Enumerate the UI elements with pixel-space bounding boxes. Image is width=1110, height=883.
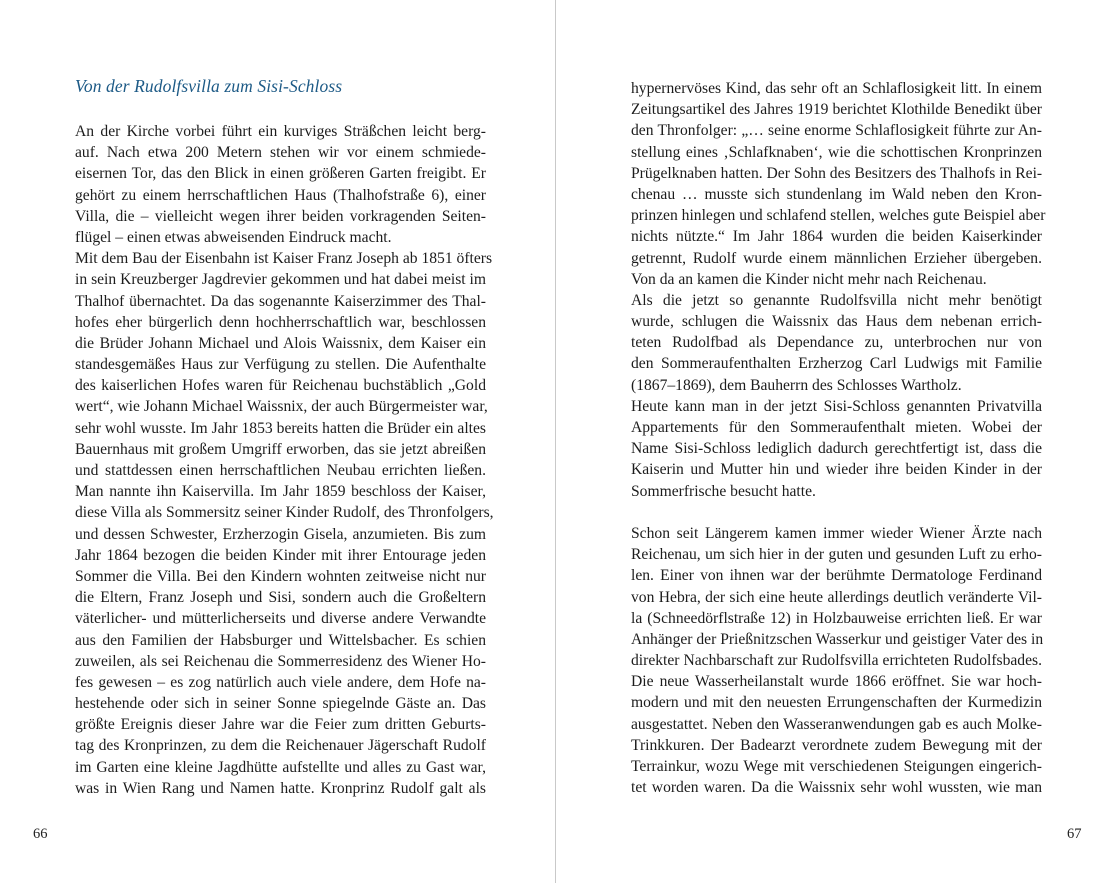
text-line: Zeitungsartikel des Jahres 1919 berichtet Klothilde Benedikt über [631,101,1042,119]
text-line: stellung eines ‚Schlafknaben‘, wie die schottischen Kronprinzen [631,143,1042,161]
text-line: wert“, wie Johann Michael Waissnix, der auch Bürgermeister war, [75,398,488,416]
text-line: Sommerfrische besucht hatte. [631,482,816,500]
text-line: größte Ereignis dieser Jahre war die Feier zum dritten Geburts- [75,716,486,734]
text-line: tag des Kronprinzen, zu dem die Reichenauer Jägerschaft Rudolf [75,737,486,755]
text-line: ausgestattet. Neben den Wasseranwendungen gab es auch Molke- [631,715,1042,733]
text-line: teten Rudolfbad als Dependance zu, unterbrochen nur von [631,334,1042,352]
text-line: Jahr 1864 bezogen die beiden Kinder mit ihrer Entourage jeden [75,546,486,564]
page-number-left: 66 [33,826,48,842]
text-line: Terrainkur, wozu Wege mit verschiedenen Steigungen eingerich- [631,758,1042,775]
text-line: Sommer die Villa. Bei den Kindern wohnten zeitweise nicht nur [75,567,486,585]
text-line: chenau … musste sich stundenlang im Wald neben den Kron- [631,185,1042,203]
text-line: aus den Familien der Habsburger und Wittelsbacher. Es schien [75,631,486,649]
text-line: getrennt, Rudolf wurde einem männlichen Erzieher übergeben. [631,249,1042,267]
text-line: Von da an kamen die Kinder nicht mehr nach Reichenau. [631,270,987,288]
text-line: zuweilen, als sei Reichenau die Sommerresidenz des Wiener Ho- [75,652,486,670]
text-line: Kaiserin und Mutter hin und wieder ihre beiden Kinder in der [631,461,1042,479]
text-line: hestehende oder sich in seiner Sonne spiegelnde Gäste an. Das [75,695,486,713]
left-body-text [75,121,494,799]
text-line: Prügelknaben hatten. Der Sohn des Besitzers des Thalhofs in Rei- [631,164,1043,182]
text-line: in sein Kreuzberger Jagdrevier gekommen und hat dabei meist im [75,271,486,289]
text-line: hofes eher bürgerlich denn hochherrschaftlich war, beschlossen [75,313,486,331]
text-line: Bauernhaus mit großem Umgriff erworben, das sie jetzt abreißen [75,440,486,458]
text-line: Villa, die – vielleicht wegen ihrer beiden vorkragenden Seiten- [75,207,486,225]
text-line: auf. Nach etwa 200 Metern stehen wir vor einem schmiede- [75,144,486,162]
paragraph-gap [631,502,1042,523]
text-line: väterlicher- und mütterlicherseits und diverse andere Verwandte [75,610,486,628]
text-line: Mit dem Bau der Eisenbahn ist Kaiser Franz Joseph ab 1851 öfters [75,250,493,268]
text-line: len. Einer von ihnen war der berühmte Dermatologe Ferdinand [631,567,1042,585]
text-line: diese Villa als Sommersitz seiner Kinder Rudolf, des Thronfolgers, [75,504,494,522]
text-line: sehr wohl wusste. Im Jahr 1853 bereits hatten die Brüder ein altes [75,419,486,437]
text-line: im Garten eine kleine Jagdhütte aufstellte und alles zu Gast war, [75,758,486,776]
text-line: was in Wien Rang und Namen hatte. Kronprinz Rudolf galt als [75,779,486,797]
text-line: von Hebra, der sich eine heute allerdings deutlich veränderte Vil- [631,588,1042,606]
right-page [556,0,1110,883]
text-line: direkter Nachbarschaft zur Rudolfsvilla errichteten Rudolfsbades. [631,652,1042,670]
text-line: den Sommeraufenthalten Erzherzog Carl Ludwigs mit Familie [631,355,1042,373]
text-line: Die neue Wasserheilanstalt wurde 1866 eröffnet. Sie war hoch- [631,673,1042,691]
text-line: Thalhof übernachtet. Da das sogenannte Kaiserzimmer des Thal- [75,292,486,310]
text-line: la (Schneedörflstraße 12) in Holzbauweise errichten ließ. Er war [631,609,1042,627]
text-line: Appartements für den Sommeraufenthalt mieten. Wobei der [631,419,1042,436]
text-line: Trinkkuren. Der Badearzt verordnete zudem Bewegung mit der [631,736,1042,754]
text-line: Man nannte ihn Kaiservilla. Im Jahr 1859 beschloss der Kaiser, [75,483,486,501]
text-line: flügel – einen etwas abweisenden Eindruck macht. [75,228,392,246]
text-line: Schon seit Längerem kamen immer wieder Wiener Ärzte nach [631,524,1042,542]
right-body-text [631,78,1046,798]
text-line: prinzen hinlegen und schlafend stellen, welches gute Beispiel aber [631,207,1046,225]
text-line: modern und mit den neuesten Errungenschaften der Kurmedizin [631,694,1042,712]
text-line: Name Sisi-Schloss lediglich dadurch gerechtfertigt ist, dass die [631,440,1042,458]
text-line: wurde, schlugen die Waissnix das Haus dem nebenan errich- [631,313,1042,331]
text-line: die Brüder Johann Michael und Alois Waissnix, dem Kaiser ein [75,334,486,352]
page-number-right: 67 [1067,826,1082,842]
chapter-heading: Von der Rudolfsvilla zum Sisi-Schloss [75,76,343,96]
text-line: nichts nützte.“ Im Jahr 1864 wurden die beiden Kaiserkinder [631,228,1042,246]
text-line: (1867–1869), dem Bauherrn des Schlosses Wartholz. [631,376,962,394]
text-line: fes gewesen – es zog natürlich auch viele andere, dem Hofe na- [75,673,486,691]
text-line: und stattdessen einen herrschaftlichen Neubau errichten ließen. [75,462,486,479]
text-line: tet worden waren. Da die Waissnix sehr wohl wussten, wie man [631,779,1042,797]
text-line: eisernen Tor, das den Blick in einen größeren Garten freigibt. Er [75,165,486,183]
text-line: gehört zu einem herrschaftlichen Haus (Thalhofstraße 6), einer [75,186,486,204]
text-line: standesgemäßes Haus zur Verfügung zu stellen. Die Aufenthalte [75,356,486,374]
text-line: Als die jetzt so genannte Rudolfsvilla nicht mehr benötigt [631,291,1042,309]
text-line: des kaiserlichen Hofes waren für Reichenau buchstäblich „Gold [75,377,486,395]
text-line: den Thronfolger: „… seine enorme Schlaflosigkeit führte zur An- [631,122,1042,140]
text-line: An der Kirche vorbei führt ein kurviges Sträßchen leicht berg- [75,123,486,140]
text-line: die Eltern, Franz Joseph und Sisi, sondern auch die Großeltern [75,589,486,607]
text-line: hypernervöses Kind, das sehr oft an Schlaflosigkeit litt. In einem [631,80,1042,97]
text-line: Heute kann man in der jetzt Sisi-Schloss genannten Privatvilla [631,397,1042,415]
text-line: und dessen Schwester, Erzherzogin Gisela, anzumieten. Bis zum [75,525,486,543]
text-line: Reichenau, um sich hier in der guten und gesunden Luft zu erho- [631,546,1042,564]
text-line: Anhänger der Prießnitzschen Wasserkur und geistiger Vater des in [631,630,1044,648]
